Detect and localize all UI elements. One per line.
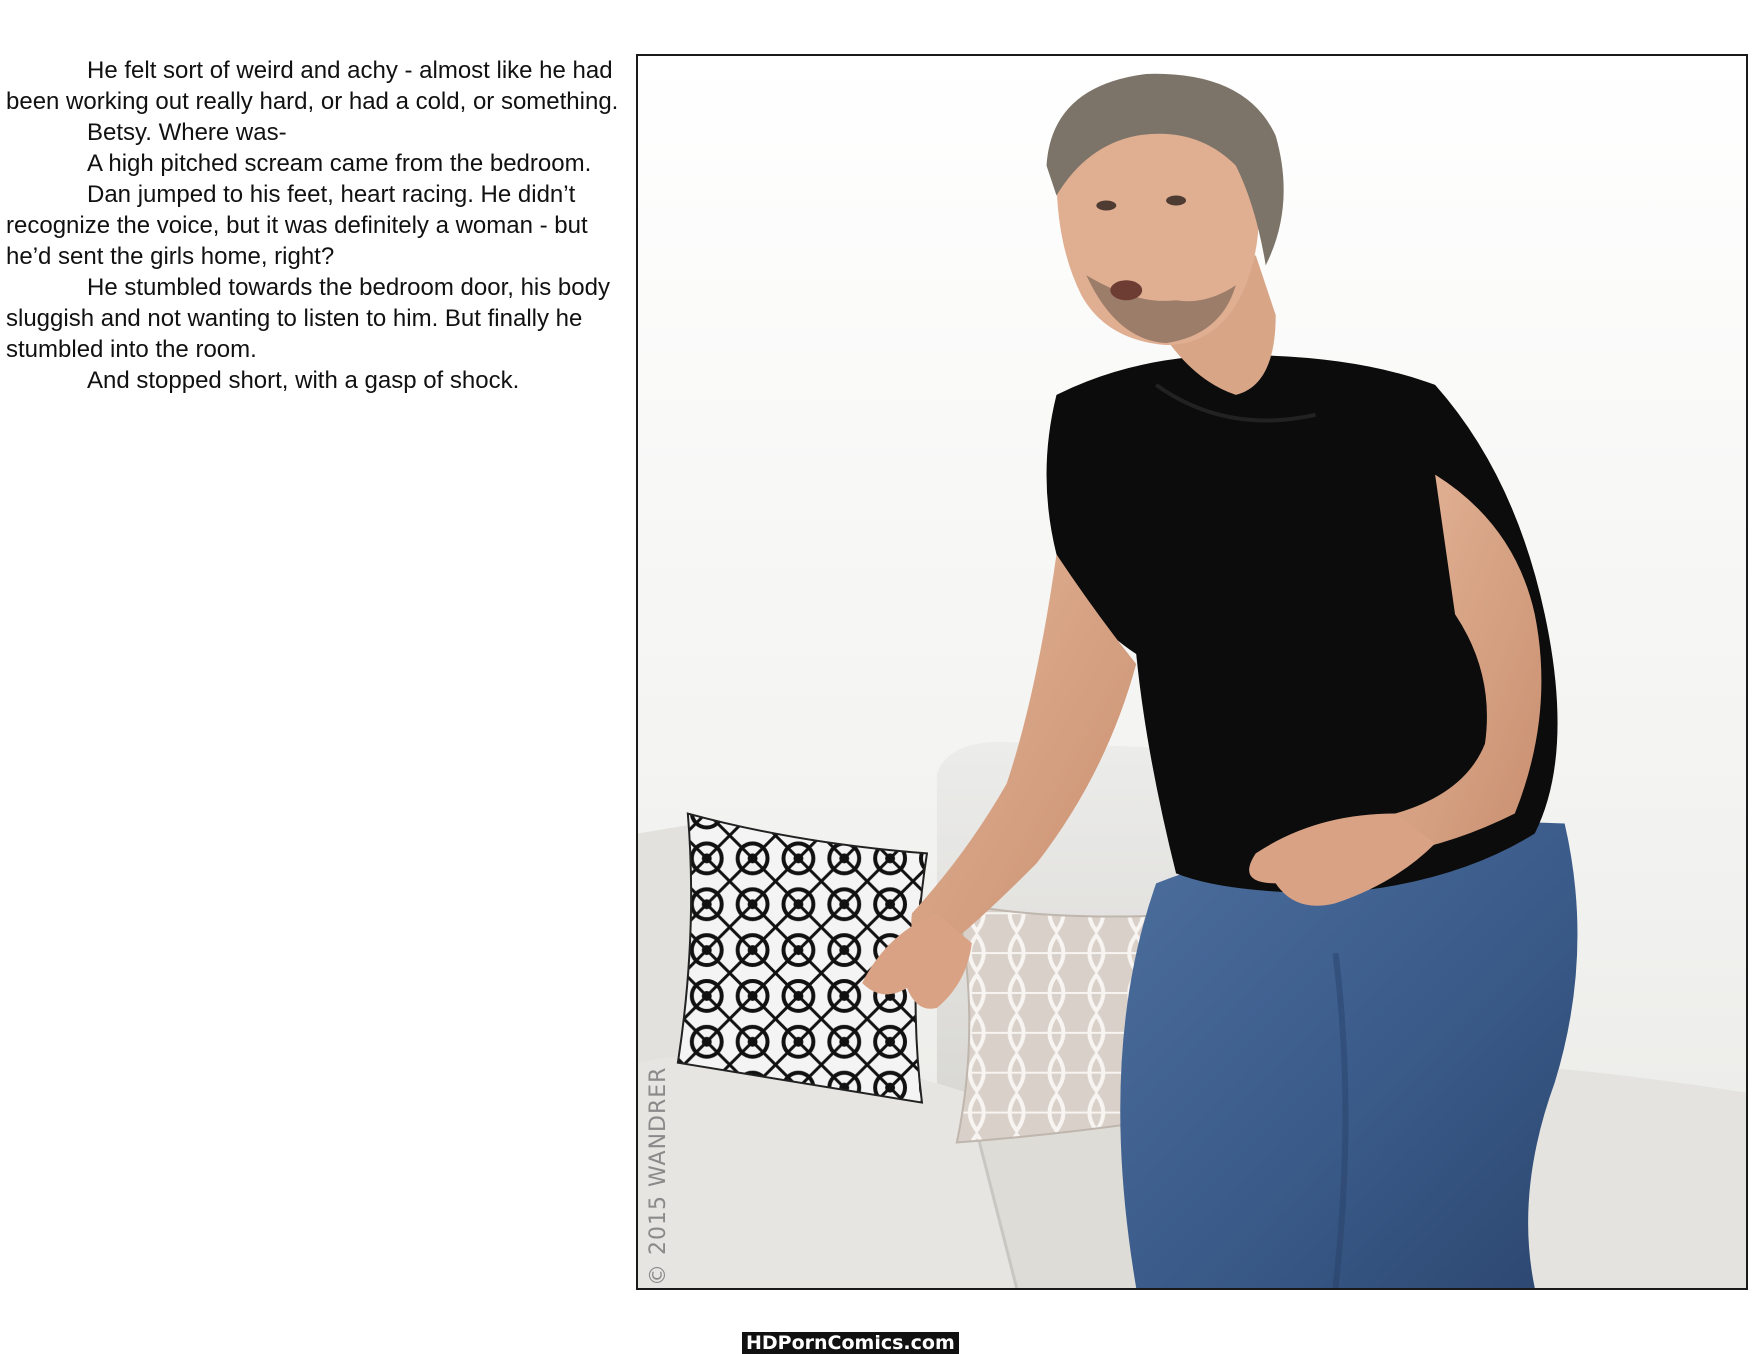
story-text <box>6 55 626 396</box>
story-paragraph: He stumbled towards the bedroom door, his body sluggish and not wanting to listen to him. But finally he stumbled into the room. <box>6 274 610 363</box>
story-paragraph: A high pitched scream came from the bedroom. <box>87 150 592 177</box>
copyright-notice: © 2015 WANDRER <box>646 1066 671 1286</box>
story-paragraph: Dan jumped to his feet, heart racing. He didn’t recognize the voice, but it was definitely a woman - but he’d sent the girls home, right? <box>6 181 588 270</box>
story-paragraph: And stopped short, with a gasp of shock. <box>87 367 520 394</box>
comic-panel <box>636 54 1748 1290</box>
story-paragraph: He felt sort of weird and achy - almost like he had been working out really hard, or had a cold, or something. <box>6 57 619 115</box>
site-watermark: HDPornComics.com <box>742 1332 959 1354</box>
panel-illustration <box>638 56 1746 1288</box>
story-paragraph: Betsy. Where was- <box>87 119 287 146</box>
